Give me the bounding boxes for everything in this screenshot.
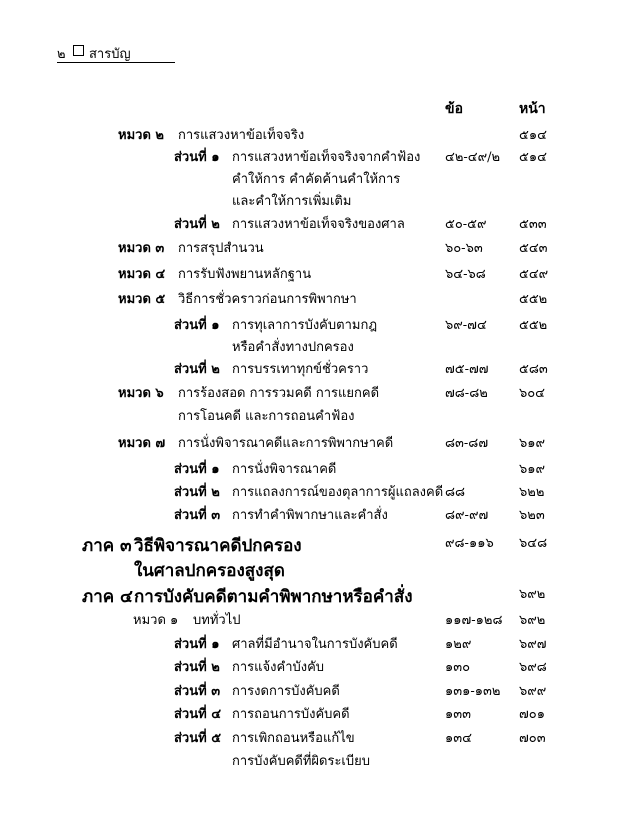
toc-title: วิธีพิจารณาคดีปกครอง — [134, 536, 302, 556]
toc-page: ๖๒๓ — [519, 508, 545, 523]
toc-page: ๖๒๒ — [519, 485, 545, 500]
toc-title: การบังคับคดีที่ผิดระเบียบ — [232, 754, 370, 769]
toc-title: การทำคำพิพากษาและคำสั่ง — [232, 508, 388, 523]
toc-title: ในศาลปกครองสูงสุด — [134, 561, 285, 581]
toc-page: ๖๙๒ — [519, 587, 546, 602]
toc-page: ๕๔๓ — [519, 241, 548, 256]
toc-page: ๕๕๒ — [519, 318, 548, 333]
column-header-page: หน้า — [519, 101, 546, 117]
toc-title: การโอนคดี และการถอนคำฟ้อง — [178, 409, 355, 424]
toc-sections: ๑๑๗-๑๒๘ — [445, 613, 503, 628]
toc-label: ส่วนที่ ๑ — [174, 318, 220, 333]
toc-label: ส่วนที่ ๒ — [174, 217, 220, 232]
toc-page: ๕๔๙ — [519, 267, 549, 282]
toc-sections: ๘๘ — [445, 485, 466, 500]
header-title: สารบัญ — [89, 47, 131, 62]
toc-page: ๖๑๙ — [519, 462, 546, 477]
toc-sections: ๑๓๑-๑๓๒ — [445, 684, 501, 699]
toc-label: ส่วนที่ ๑ — [174, 462, 220, 477]
toc-title: การบรรเทาทุกข์ชั่วคราว — [232, 362, 369, 377]
toc-sections: ๖๐-๖๓ — [445, 241, 483, 256]
toc-sections: ๘๓-๘๗ — [445, 436, 489, 451]
toc-page: ๖๙๗ — [519, 637, 547, 652]
square-bullet-icon — [73, 45, 84, 56]
toc-row — [0, 727, 631, 751]
toc-label: ส่วนที่ ๔ — [174, 707, 222, 722]
toc-title: การถอนการบังคับคดี — [232, 707, 350, 722]
toc-title: การแสวงหาข้อเท็จจริงของศาล — [232, 217, 405, 232]
toc-page: ๖๐๔ — [519, 386, 546, 401]
column-header-section: ข้อ — [445, 101, 463, 117]
toc-sections: ๖๔-๖๘ — [445, 267, 486, 282]
toc-row — [0, 168, 631, 192]
toc-row — [0, 336, 631, 360]
toc-label: หมวด ๕ — [118, 292, 166, 307]
toc-page: ๕๕๒ — [519, 292, 548, 307]
toc-label: หมวด ๖ — [118, 386, 164, 401]
running-header — [57, 40, 175, 63]
toc-row — [0, 213, 631, 237]
toc-sections: ๙๘-๑๑๖ — [445, 536, 494, 551]
toc-row — [0, 458, 631, 482]
toc-row — [0, 656, 631, 680]
toc-label: ส่วนที่ ๑ — [174, 150, 220, 165]
toc-sections: ๗๘-๘๒ — [445, 386, 488, 401]
toc-row — [0, 146, 631, 170]
toc-row — [0, 680, 631, 704]
toc-row — [0, 288, 631, 312]
toc-label: ส่วนที่ ๓ — [174, 684, 221, 699]
toc-page: ๖๙๒ — [519, 613, 546, 628]
toc-sections: ๔๒-๔๙/๒ — [445, 150, 501, 165]
toc-label: ส่วนที่ ๕ — [174, 731, 222, 746]
toc-row — [0, 124, 631, 148]
toc-title: และคำให้การเพิ่มเติม — [232, 194, 352, 209]
toc-title: การแถลงการณ์ของตุลาการผู้แถลงคดี — [232, 485, 444, 500]
toc-sections: ๗๕-๗๗ — [445, 362, 489, 377]
toc-title: การแสวงหาข้อเท็จจริง — [178, 128, 305, 143]
toc-title: การทุเลาการบังคับตามกฎ — [232, 318, 378, 333]
toc-title: การสรุปสำนวน — [178, 241, 264, 256]
toc-label: หมวด ๒ — [118, 128, 164, 143]
toc-title: การแจ้งคำบังคับ — [232, 660, 325, 675]
toc-page: ๖๙๙ — [519, 684, 547, 699]
toc-sections: ๑๓๓ — [445, 707, 472, 722]
toc-label: ภาค ๓ — [82, 536, 132, 556]
toc-label: ส่วนที่ ๑ — [174, 637, 220, 652]
toc-row — [0, 633, 631, 657]
toc-sections: ๑๒๙ — [445, 637, 472, 652]
toc-title: บททั่วไป — [193, 613, 241, 628]
toc-row — [0, 358, 631, 382]
toc-page: ๖๔๘ — [519, 536, 548, 551]
toc-row — [0, 263, 631, 287]
toc-row — [0, 314, 631, 338]
toc-row — [0, 703, 631, 727]
toc-label: ส่วนที่ ๒ — [174, 362, 220, 377]
toc-page: ๖๙๘ — [519, 660, 547, 675]
toc-label: ภาค ๔ — [82, 587, 133, 607]
toc-row — [0, 432, 631, 456]
toc-row — [0, 237, 631, 261]
toc-label: หมวด ๑ — [133, 613, 179, 628]
toc-page: ๗๐๑ — [519, 707, 545, 722]
toc-title: การแสวงหาข้อเท็จจริงจากคำฟ้อง — [232, 150, 421, 165]
toc-sections: ๕๐-๕๙ — [445, 217, 487, 232]
toc-page: ๕๓๓ — [519, 217, 547, 232]
toc-title: การงดการบังคับคดี — [232, 684, 340, 699]
toc-title: วิธีการชั่วคราวก่อนการพิพากษา — [178, 292, 357, 307]
toc-page: ๕๑๔ — [519, 150, 547, 165]
toc-title: การนั่งพิจารณาคดี — [232, 462, 337, 477]
toc-title: การรับฟังพยานหลักฐาน — [178, 267, 312, 282]
toc-title: คำให้การ คำคัดค้านคำให้การ — [232, 172, 401, 187]
toc-row — [0, 504, 631, 528]
toc-title: การเพิกถอนหรือแก้ไข — [232, 731, 355, 746]
toc-label: ส่วนที่ ๓ — [174, 508, 221, 523]
toc-row — [0, 190, 631, 214]
toc-row — [0, 532, 631, 556]
toc-page: ๕๑๔ — [519, 128, 547, 143]
toc-sections: ๘๙-๙๗ — [445, 508, 489, 523]
toc-sections: ๖๙-๗๔ — [445, 318, 487, 333]
toc-title: การนั่งพิจารณาคดีและการพิพากษาคดี — [178, 436, 394, 451]
toc-page: ๕๘๓ — [519, 362, 548, 377]
header-page-number: ๒ — [57, 47, 66, 62]
toc-row — [0, 481, 631, 505]
toc-title: ศาลที่มีอำนาจในการบังคับคดี — [232, 637, 398, 652]
toc-title: การร้องสอด การรวมคดี การแยกคดี — [178, 386, 380, 401]
toc-title: การบังคับคดีตามคำพิพากษาหรือคำสั่ง — [134, 587, 413, 607]
toc-page: ๖๑๙ — [519, 436, 546, 451]
toc-sections: ๑๓๐ — [445, 660, 471, 675]
toc-label: หมวด ๓ — [118, 241, 165, 256]
toc-row — [0, 583, 631, 607]
toc-page: ๗๐๓ — [519, 731, 546, 746]
toc-row — [0, 609, 631, 633]
toc-row — [0, 382, 631, 406]
toc-label: หมวด ๔ — [118, 267, 166, 282]
toc-row — [0, 405, 631, 429]
toc-sections: ๑๓๔ — [445, 731, 472, 746]
toc-label: ส่วนที่ ๒ — [174, 485, 220, 500]
toc-row — [0, 557, 631, 581]
toc-title: หรือคำสั่งทางปกครอง — [232, 340, 354, 355]
toc-row — [0, 750, 631, 774]
toc-label: หมวด ๗ — [118, 436, 166, 451]
toc-label: ส่วนที่ ๒ — [174, 660, 220, 675]
